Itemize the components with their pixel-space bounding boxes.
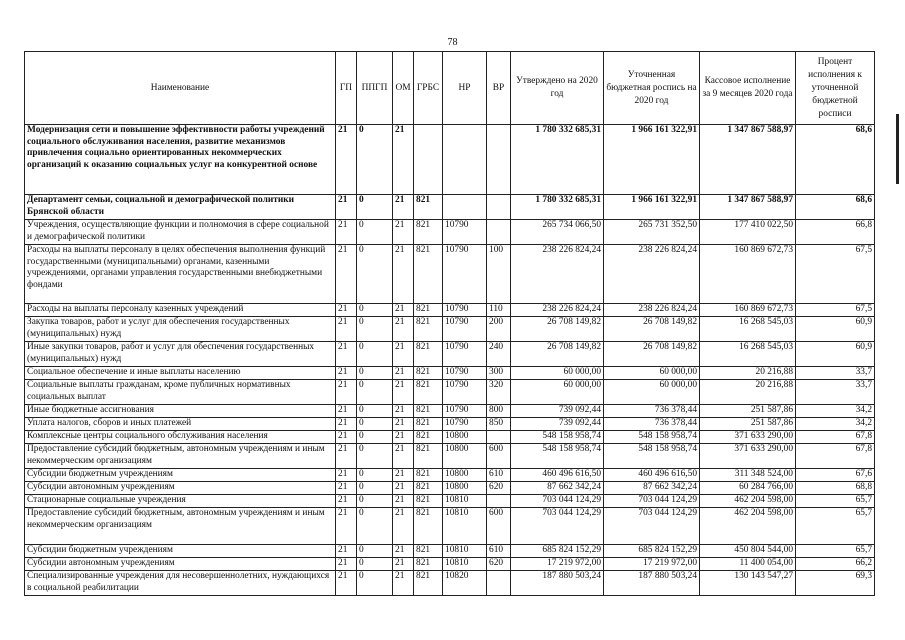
- cell-om: 21: [393, 431, 414, 444]
- cell-percent: 65,7: [796, 545, 875, 558]
- cell-approved: 26 708 149,82: [511, 317, 604, 342]
- cell-percent: 66,2: [796, 558, 875, 571]
- cell-gp: 21: [336, 444, 357, 469]
- cell-name: Иные бюджетные ассигнования: [25, 405, 336, 418]
- cell-refined: 238 226 824,24: [604, 304, 700, 317]
- cell-om: 21: [393, 125, 414, 195]
- cell-cash: 450 804 544,00: [700, 545, 796, 558]
- cell-gp: 21: [336, 125, 357, 195]
- table-row: [25, 380, 875, 405]
- cell-np: 10800: [443, 431, 487, 444]
- cell-percent: 67,5: [796, 245, 875, 304]
- cell-np: 10790: [443, 245, 487, 304]
- cell-percent: 65,7: [796, 495, 875, 508]
- cell-np: 10800: [443, 469, 487, 482]
- cell-ppgp: 0: [357, 571, 393, 596]
- cell-grbs: 821: [414, 342, 443, 367]
- cell-gp: 21: [336, 482, 357, 495]
- cell-gp: 21: [336, 508, 357, 545]
- cell-cash: 1 347 867 588,97: [700, 195, 796, 220]
- header-cash: Кассовое исполнение за 9 месяцев 2020 года: [700, 52, 796, 125]
- cell-vr: 320: [487, 380, 511, 405]
- cell-refined: 703 044 124,29: [604, 508, 700, 545]
- cell-np: [443, 125, 487, 195]
- cell-refined: 60 000,00: [604, 367, 700, 380]
- cell-cash: 1 347 867 588,97: [700, 125, 796, 195]
- cell-grbs: 821: [414, 431, 443, 444]
- cell-cash: 16 268 545,03: [700, 317, 796, 342]
- table-row: [25, 195, 875, 220]
- cell-percent: 67,8: [796, 431, 875, 444]
- cell-ppgp: 0: [357, 482, 393, 495]
- cell-refined: 187 880 503,24: [604, 571, 700, 596]
- cell-name: Иные закупки товаров, работ и услуг для обеспечения государственных (муниципальных) нужд: [25, 342, 336, 367]
- cell-percent: 68,6: [796, 195, 875, 220]
- cell-np: 10820: [443, 571, 487, 596]
- cell-om: 21: [393, 245, 414, 304]
- cell-cash: 462 204 598,00: [700, 508, 796, 545]
- cell-om: 21: [393, 508, 414, 545]
- cell-gp: 21: [336, 380, 357, 405]
- cell-om: 21: [393, 571, 414, 596]
- cell-vr: 850: [487, 418, 511, 431]
- table-row: [25, 431, 875, 444]
- cell-ppgp: 0: [357, 405, 393, 418]
- cell-name: Субсидии бюджетным учреждениям: [25, 545, 336, 558]
- cell-approved: 460 496 616,50: [511, 469, 604, 482]
- header-vr: ВР: [487, 52, 511, 125]
- header-percent: Процент исполнения к уточненной бюджетной росписи: [796, 52, 875, 125]
- cell-om: 21: [393, 444, 414, 469]
- cell-percent: 67,6: [796, 469, 875, 482]
- table-row: [25, 405, 875, 418]
- cell-gp: 21: [336, 304, 357, 317]
- cell-approved: 17 219 972,00: [511, 558, 604, 571]
- cell-cash: 371 633 290,00: [700, 431, 796, 444]
- cell-np: 10790: [443, 418, 487, 431]
- cell-vr: [487, 431, 511, 444]
- cell-approved: 739 092,44: [511, 418, 604, 431]
- cell-grbs: 821: [414, 418, 443, 431]
- cell-om: 21: [393, 304, 414, 317]
- cell-refined: 703 044 124,29: [604, 495, 700, 508]
- margin-mark: [896, 114, 899, 184]
- cell-refined: 238 226 824,24: [604, 245, 700, 304]
- table-row: [25, 367, 875, 380]
- cell-ppgp: 0: [357, 545, 393, 558]
- cell-np: 10800: [443, 444, 487, 469]
- cell-approved: 265 734 066,50: [511, 220, 604, 245]
- cell-approved: 1 780 332 685,31: [511, 125, 604, 195]
- cell-percent: 33,7: [796, 380, 875, 405]
- cell-om: 21: [393, 195, 414, 220]
- cell-ppgp: 0: [357, 508, 393, 545]
- cell-name: Комплексные центры социального обслуживания населения: [25, 431, 336, 444]
- cell-cash: 11 400 054,00: [700, 558, 796, 571]
- cell-np: 10810: [443, 558, 487, 571]
- header-np: НР: [443, 52, 487, 125]
- table-row: [25, 571, 875, 596]
- cell-np: 10790: [443, 367, 487, 380]
- cell-grbs: 821: [414, 482, 443, 495]
- cell-grbs: 821: [414, 558, 443, 571]
- cell-cash: 16 268 545,03: [700, 342, 796, 367]
- cell-percent: 34,2: [796, 418, 875, 431]
- cell-grbs: 821: [414, 495, 443, 508]
- cell-ppgp: 0: [357, 380, 393, 405]
- cell-name: Закупка товаров, работ и услуг для обеспечения государственных (муниципальных) нужд: [25, 317, 336, 342]
- cell-refined: 736 378,44: [604, 405, 700, 418]
- cell-name: Модернизация сети и повышение эффективности работы учреждений социального обслуживания населения, развитие механизмов привлечения социально ориентированных некоммерческих организаций к оказанию социальных услуг на конкурентной основе: [25, 125, 336, 195]
- cell-om: 21: [393, 482, 414, 495]
- cell-approved: 60 000,00: [511, 367, 604, 380]
- cell-om: 21: [393, 405, 414, 418]
- cell-approved: 703 044 124,29: [511, 508, 604, 545]
- cell-np: 10790: [443, 220, 487, 245]
- cell-ppgp: 0: [357, 245, 393, 304]
- cell-refined: 26 708 149,82: [604, 317, 700, 342]
- cell-grbs: 821: [414, 367, 443, 380]
- cell-np: 10790: [443, 317, 487, 342]
- cell-np: 10790: [443, 304, 487, 317]
- cell-cash: 60 284 766,00: [700, 482, 796, 495]
- cell-percent: 33,7: [796, 367, 875, 380]
- cell-name: Учреждения, осуществляющие функции и полномочия в сфере социальной и демографической политики: [25, 220, 336, 245]
- cell-approved: 238 226 824,24: [511, 304, 604, 317]
- cell-approved: 739 092,44: [511, 405, 604, 418]
- cell-cash: 311 348 524,00: [700, 469, 796, 482]
- cell-grbs: 821: [414, 245, 443, 304]
- cell-vr: 600: [487, 508, 511, 545]
- cell-vr: 600: [487, 444, 511, 469]
- cell-vr: 100: [487, 245, 511, 304]
- cell-cash: 251 587,86: [700, 418, 796, 431]
- cell-percent: 66,8: [796, 220, 875, 245]
- cell-grbs: 821: [414, 304, 443, 317]
- cell-om: 21: [393, 342, 414, 367]
- cell-vr: 610: [487, 545, 511, 558]
- cell-vr: [487, 125, 511, 195]
- table-row: [25, 545, 875, 558]
- cell-refined: 548 158 958,74: [604, 431, 700, 444]
- cell-vr: [487, 571, 511, 596]
- cell-np: 10810: [443, 508, 487, 545]
- cell-grbs: 821: [414, 380, 443, 405]
- table-row: [25, 125, 875, 195]
- cell-grbs: 821: [414, 571, 443, 596]
- cell-approved: 187 880 503,24: [511, 571, 604, 596]
- table-row: [25, 495, 875, 508]
- cell-om: 21: [393, 418, 414, 431]
- cell-ppgp: 0: [357, 495, 393, 508]
- cell-vr: [487, 195, 511, 220]
- cell-cash: 20 216,88: [700, 380, 796, 405]
- table-row: [25, 220, 875, 245]
- cell-gp: 21: [336, 367, 357, 380]
- cell-approved: 1 780 332 685,31: [511, 195, 604, 220]
- cell-grbs: 821: [414, 508, 443, 545]
- cell-vr: [487, 495, 511, 508]
- table-row: [25, 418, 875, 431]
- cell-cash: 160 869 672,73: [700, 245, 796, 304]
- cell-vr: 110: [487, 304, 511, 317]
- cell-refined: 60 000,00: [604, 380, 700, 405]
- header-ppgp: ППГП: [357, 52, 393, 125]
- cell-ppgp: 0: [357, 342, 393, 367]
- header-name: Наименование: [25, 52, 336, 125]
- cell-refined: 685 824 152,29: [604, 545, 700, 558]
- cell-gp: 21: [336, 558, 357, 571]
- cell-refined: 87 662 342,24: [604, 482, 700, 495]
- cell-percent: 60,9: [796, 342, 875, 367]
- cell-gp: 21: [336, 571, 357, 596]
- cell-ppgp: 0: [357, 195, 393, 220]
- cell-gp: 21: [336, 342, 357, 367]
- cell-grbs: 821: [414, 469, 443, 482]
- cell-percent: 65,7: [796, 508, 875, 545]
- table-body: [25, 125, 875, 596]
- cell-refined: 17 219 972,00: [604, 558, 700, 571]
- cell-name: Социальное обеспечение и иные выплаты населению: [25, 367, 336, 380]
- cell-vr: 620: [487, 482, 511, 495]
- cell-grbs: [414, 125, 443, 195]
- header-gp: ГП: [336, 52, 357, 125]
- cell-gp: 21: [336, 195, 357, 220]
- cell-percent: 34,2: [796, 405, 875, 418]
- cell-gp: 21: [336, 317, 357, 342]
- table-row: [25, 245, 875, 304]
- cell-grbs: 821: [414, 545, 443, 558]
- cell-percent: 67,5: [796, 304, 875, 317]
- cell-gp: 21: [336, 245, 357, 304]
- cell-om: 21: [393, 380, 414, 405]
- cell-np: 10810: [443, 545, 487, 558]
- cell-vr: 200: [487, 317, 511, 342]
- cell-om: 21: [393, 367, 414, 380]
- cell-om: 21: [393, 558, 414, 571]
- cell-approved: 60 000,00: [511, 380, 604, 405]
- cell-om: 21: [393, 220, 414, 245]
- cell-grbs: 821: [414, 317, 443, 342]
- cell-cash: 371 633 290,00: [700, 444, 796, 469]
- table-header-row: [25, 52, 875, 125]
- cell-refined: 548 158 958,74: [604, 444, 700, 469]
- cell-ppgp: 0: [357, 220, 393, 245]
- cell-vr: [487, 220, 511, 245]
- cell-name: Субсидии автономным учреждениям: [25, 482, 336, 495]
- cell-om: 21: [393, 545, 414, 558]
- cell-gp: 21: [336, 469, 357, 482]
- cell-name: Уплата налогов, сборов и иных платежей: [25, 418, 336, 431]
- cell-np: 10790: [443, 342, 487, 367]
- cell-gp: 21: [336, 545, 357, 558]
- cell-grbs: 821: [414, 444, 443, 469]
- cell-refined: 1 966 161 322,91: [604, 125, 700, 195]
- cell-name: Предоставление субсидий бюджетным, автономным учреждениям и иным некоммерческим организациям: [25, 444, 336, 469]
- header-om: ОМ: [393, 52, 414, 125]
- cell-cash: 177 410 022,50: [700, 220, 796, 245]
- cell-refined: 1 966 161 322,91: [604, 195, 700, 220]
- cell-gp: 21: [336, 431, 357, 444]
- cell-ppgp: 0: [357, 367, 393, 380]
- cell-approved: 548 158 958,74: [511, 431, 604, 444]
- cell-name: Предоставление субсидий бюджетным, автономным учреждениям и иным некоммерческим организациям: [25, 508, 336, 545]
- cell-gp: 21: [336, 405, 357, 418]
- cell-name: Расходы на выплаты персоналу казенных учреждений: [25, 304, 336, 317]
- cell-approved: 685 824 152,29: [511, 545, 604, 558]
- cell-name: Расходы на выплаты персоналу в целях обеспечения выполнения функций государственными (муниципальными) органами, казенными учреждениями, органами управления государственными внебюджетными фондами: [25, 245, 336, 304]
- cell-percent: 68,8: [796, 482, 875, 495]
- cell-cash: 130 143 547,27: [700, 571, 796, 596]
- cell-vr: 610: [487, 469, 511, 482]
- cell-approved: 26 708 149,82: [511, 342, 604, 367]
- cell-approved: 87 662 342,24: [511, 482, 604, 495]
- cell-approved: 238 226 824,24: [511, 245, 604, 304]
- cell-om: 21: [393, 469, 414, 482]
- header-grbs: ГРБС: [414, 52, 443, 125]
- cell-cash: 462 204 598,00: [700, 495, 796, 508]
- cell-name: Социальные выплаты гражданам, кроме публичных нормативных социальных выплат: [25, 380, 336, 405]
- cell-vr: 240: [487, 342, 511, 367]
- cell-name: Департамент семьи, социальной и демографической политики Брянской области: [25, 195, 336, 220]
- cell-ppgp: 0: [357, 444, 393, 469]
- table-row: [25, 469, 875, 482]
- table-row: [25, 508, 875, 545]
- table-row: [25, 482, 875, 495]
- cell-grbs: 821: [414, 195, 443, 220]
- cell-grbs: 821: [414, 405, 443, 418]
- budget-table: [24, 51, 875, 596]
- cell-ppgp: 0: [357, 317, 393, 342]
- cell-np: [443, 195, 487, 220]
- cell-ppgp: 0: [357, 418, 393, 431]
- cell-np: 10810: [443, 495, 487, 508]
- cell-percent: 67,8: [796, 444, 875, 469]
- cell-gp: 21: [336, 495, 357, 508]
- cell-name: Субсидии бюджетным учреждениям: [25, 469, 336, 482]
- cell-vr: 300: [487, 367, 511, 380]
- cell-gp: 21: [336, 418, 357, 431]
- cell-om: 21: [393, 495, 414, 508]
- cell-ppgp: 0: [357, 125, 393, 195]
- cell-percent: 60,9: [796, 317, 875, 342]
- cell-gp: 21: [336, 220, 357, 245]
- cell-grbs: 821: [414, 220, 443, 245]
- table-row: [25, 558, 875, 571]
- table-row: [25, 304, 875, 317]
- cell-refined: 265 731 352,50: [604, 220, 700, 245]
- cell-approved: 703 044 124,29: [511, 495, 604, 508]
- cell-vr: 620: [487, 558, 511, 571]
- table-row: [25, 342, 875, 367]
- cell-refined: 460 496 616,50: [604, 469, 700, 482]
- cell-percent: 69,3: [796, 571, 875, 596]
- cell-cash: 251 587,86: [700, 405, 796, 418]
- page-number: 78: [447, 37, 458, 48]
- header-approved: Утверждено на 2020 год: [511, 52, 604, 125]
- cell-name: Стационарные социальные учреждения: [25, 495, 336, 508]
- cell-cash: 160 869 672,73: [700, 304, 796, 317]
- cell-om: 21: [393, 317, 414, 342]
- cell-np: 10800: [443, 482, 487, 495]
- header-refined: Уточненная бюджетная роспись на 2020 год: [604, 52, 700, 125]
- cell-ppgp: 0: [357, 469, 393, 482]
- cell-ppgp: 0: [357, 431, 393, 444]
- cell-ppgp: 0: [357, 304, 393, 317]
- cell-approved: 548 158 958,74: [511, 444, 604, 469]
- cell-cash: 20 216,88: [700, 367, 796, 380]
- table-row: [25, 317, 875, 342]
- table-row: [25, 444, 875, 469]
- cell-name: Специализированные учреждения для несовершеннолетних, нуждающихся в социальной реабилитации: [25, 571, 336, 596]
- cell-np: 10790: [443, 405, 487, 418]
- cell-refined: 26 708 149,82: [604, 342, 700, 367]
- cell-refined: 736 378,44: [604, 418, 700, 431]
- cell-percent: 68,6: [796, 125, 875, 195]
- cell-vr: 800: [487, 405, 511, 418]
- cell-name: Субсидии автономным учреждениям: [25, 558, 336, 571]
- cell-ppgp: 0: [357, 558, 393, 571]
- cell-np: 10790: [443, 380, 487, 405]
